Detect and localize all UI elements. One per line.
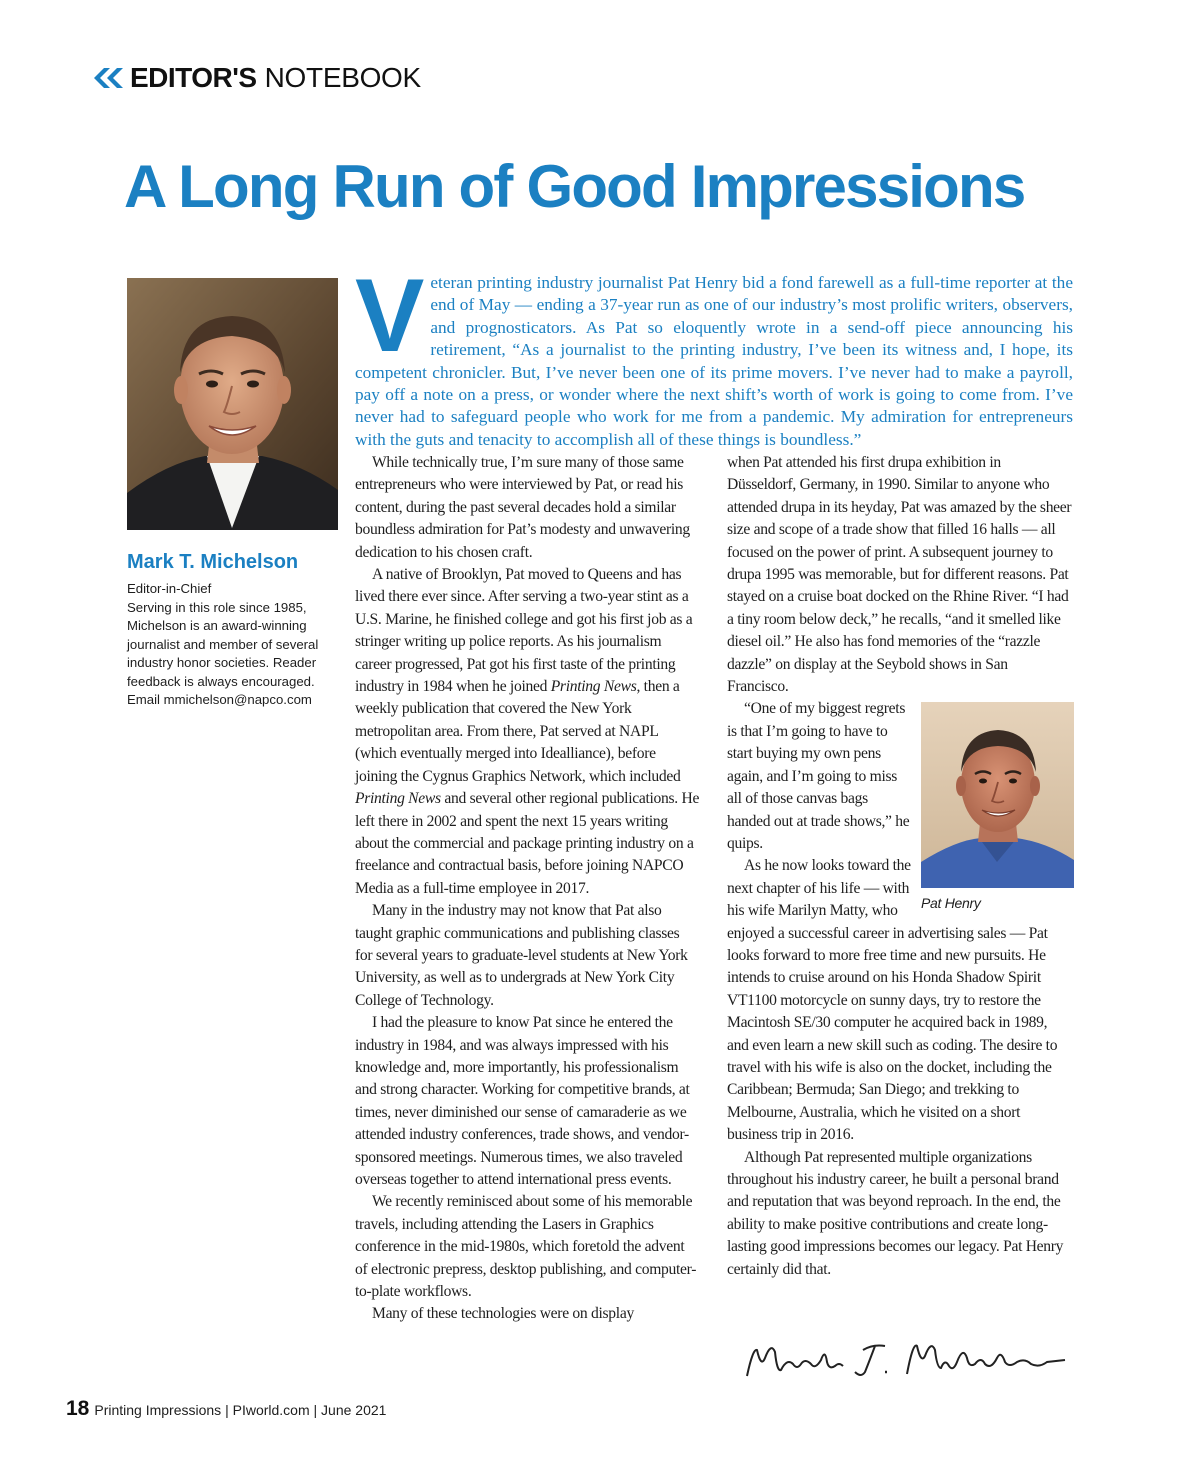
author-bio-text: Serving in this role since 1985, Michelson is an award-winning journalist and member of several industry honor societies. Reader feedback is always encouraged. Email mmichelson@napco.com — [127, 599, 319, 707]
author-name: Mark T. Michelson — [127, 551, 299, 573]
author-bio — [127, 550, 339, 710]
page-footer — [66, 1397, 386, 1421]
page-number: 18 — [66, 1397, 90, 1420]
body-paragraph: I had the pleasure to know Pat since he entered the industry in 1984, and was always impressed with his knowledge and, more importantly, his professionalism and strong character. Working for competitive brands, at times, never diminished our sense of camaraderie as we attended industry conferences, trade shows, and vendor-sponsored meetings. Numerous times, we also traveled overseas together to attend international press events. — [355, 1014, 690, 1188]
author-signature — [735, 1328, 1080, 1388]
intro-paragraph — [355, 258, 1073, 451]
section-label-bold: EDITOR'S — [130, 62, 257, 93]
body-column-right — [727, 452, 1072, 1281]
body-paragraph: As he now looks toward the next chapter of his life — with his wife Marilyn Matty, who enjoyed a successful career in advertising sales — Pat looks forward to more free time and new pursuits. He intends to cruise around on his Honda Shadow Spirit VT1100 motorcycle on sunny days, try to restore the Macintosh SE/30 computer he acquired back in 1989, and even learn a new skill such as coding. The desire to travel with his wife is also on the docket, including the Caribbean; Bermuda; San Diego; and trekking to Melbourne, Australia, which he visited on a short business trip in 2016. — [727, 857, 1058, 1144]
body-paragraph: While technically true, I’m sure many of those same entrepreneurs who were interviewed by Pat, or read his content, during the past several decades hold a similar boundless admiration for Pat’s modesty and unwavering dedication to his chosen craft. — [355, 454, 690, 561]
drop-cap: V — [355, 258, 423, 374]
footer-text: Printing Impressions | PIworld.com | June 2021 — [94, 1402, 387, 1418]
body-paragraph: Many in the industry may not know that Pat also taught graphic communications and publishing classes for several years to graduate-level students at New York University, as well as to undergrads at New York City College of Technology. — [355, 902, 688, 1009]
publication-name: Printing News — [550, 678, 637, 696]
body-paragraph: when Pat attended his first drupa exhibition in Düsseldorf, Germany, in 1990. Similar to anyone who attended drupa in its heyday, Pat was amazed by the sheer size and scope of a trade show that filled 16 halls — all focused on the power of print. A subsequent journey to drupa 1995 was memorable, but for different reasons. Pat stayed on a cruise boat docked on the Rhine River. “I had a tiny room below deck,” he recalls, “and it smelled like diesel oil.” He also has fond memories of the “razzle dazzle” on display at the Seybold shows in San Francisco. — [727, 454, 1072, 696]
body-paragraph: We recently reminisced about some of his memorable travels, including attending the Lasers in Graphics conference in the mid-1980s, which foretold the advent of electronic prepress, desktop publishing, and computer-to-plate workflows. — [355, 1193, 697, 1301]
publication-name: Printing News — [355, 790, 441, 808]
intro-text: eteran printing industry journalist Pat Henry bid a fond farewell as a full-time reporter at the end of May — ending a 37-year run as one of our industry’s most prolific writers, observers, and prognosticators. As Pat so eloquently wrote in a send-off piece announcing his retirement, “As a journalist to the printing industry, I’ve been its witness and, I hope, its competent chronicler. But, I’ve never been one of its prime movers. I’ve never had to make a payroll, pay off a note on a press, or wonder where the next shift’s worth of work is going to come from. I’ve never had to safeguard people who work for me from a pandemic. My admiration for entrepreneurs with the guts and tenacity to accomplish all of these things is boundless.” — [355, 273, 1073, 449]
body-paragraph: Although Pat represented multiple organizations throughout his industry career, he built a personal brand and reputation that was beyond reproach. In the end, the ability to make positive contributions and create long-lasting good impressions becomes our legacy. Pat Henry certainly did that. — [727, 1148, 1064, 1278]
body-paragraph: Many of these technologies were on display — [372, 1305, 634, 1323]
author-photo — [127, 278, 338, 530]
body-paragraph: A native of Brooklyn, Pat moved to Queens and has lived there ever since. After serving a two-year stint as a U.S. Marine, he finished college and got his first job as a stringer writing up police reports. As his journalism career progressed, Pat got his first taste of the printing industry in 1984 when he joined Printing News, then a weekly publication that covered the New York metropolitan area. From there, Pat served at NAPL (which eventually merged into Idealliance), before joining the Cygnus Graphics Network, which included Printing News and several other regional publications. He left there in 2002 and spent the next 15 years writing about the commercial and package printing industry on a freelance and contractual basis, before joining NAPCO Media as a full-time employee in 2017. — [355, 566, 700, 897]
article-title: A Long Run of Good Impressions — [124, 153, 1025, 220]
double-chevron-left-icon — [92, 67, 126, 89]
pat-henry-photo — [921, 702, 1074, 912]
body-paragraph: Pat Henry “One of my biggest regrets is that I’m going to have to start buying my own pens again, and I’m going to miss all of those canvas bags handed out at trade shows,” he quips. — [727, 698, 1072, 855]
section-label-light: NOTEBOOK — [264, 62, 421, 93]
author-role: Editor-in-Chief — [127, 581, 212, 596]
section-header — [92, 60, 421, 96]
body-column-left — [355, 452, 700, 1326]
photo-caption: Pat Henry — [921, 895, 981, 912]
